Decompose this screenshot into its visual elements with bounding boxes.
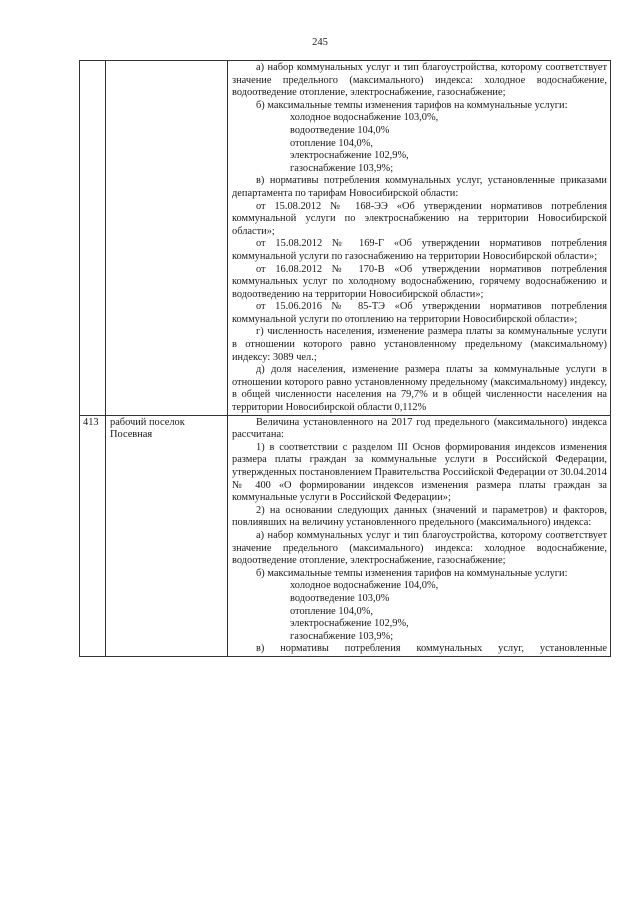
row-number-cell: 413 bbox=[80, 415, 106, 656]
order-paragraph: от 16.08.2012 № 170-В «Об утверждении нормативов потребления коммунальных услуг по холодному водоснабжению, горячему водоснабжению и водоотведению на территории Новосибирской области»; bbox=[232, 263, 607, 300]
list-item: холодное водоснабжение 104,0%, bbox=[290, 580, 439, 592]
municipality-name-cell bbox=[106, 61, 228, 416]
basis-paragraph-1: 1) в соответствии с разделом III Основ формирования индексов изменения размера платы граждан за коммунальные услуги в Российской Федерации, утвержденных постановлением Правительства Российской Федерации от 30.04.2014 № 400 «О формировании индексов изменения размера платы граждан за коммунальные услуги в Российской Федерации»; bbox=[232, 441, 607, 504]
page-number: 245 bbox=[312, 37, 328, 48]
population-share-paragraph: д) доля населения, изменение размера платы за коммунальные услуги в отношении которого равно установленному предельному (максимальному) индексу, в общей численности населения на 79,7% и в общей численности населения на территории Новосибирской области 0,112% bbox=[232, 364, 607, 414]
consumption-norms-intro: в) нормативы потребления коммунальных услуг, установленные приказами департамента по тарифам Новосибирской области: bbox=[232, 175, 607, 199]
list-item: отопление 104,0%, bbox=[290, 605, 373, 617]
services-set-paragraph: а) набор коммунальных услуг и тип благоустройства, которому соответствует значение предельного (максимального) индекса: холодное водоснабжение, водоотведение отопление, электроснабжение, газоснабжение; bbox=[232, 529, 607, 567]
justification-cell bbox=[228, 415, 611, 656]
list-item: газоснабжение 103,9%; bbox=[290, 630, 394, 642]
list-item: газоснабжение 103,9%; bbox=[290, 162, 394, 174]
tariff-rates-intro: б) максимальные темпы изменения тарифов на коммунальные услуги: bbox=[256, 567, 568, 579]
index-table bbox=[79, 60, 611, 657]
row-number-cell bbox=[80, 61, 106, 416]
population-paragraph: г) численность населения, изменение размера платы за коммунальные услуги в отношении которого равно установленному предельному (максимальному) индексу: 3089 чел.; bbox=[232, 326, 607, 363]
consumption-norms-intro: в) нормативы потребления коммунальных услуг, установленные bbox=[256, 643, 607, 655]
list-item: водоотведение 104,0% bbox=[290, 124, 390, 136]
table-row bbox=[80, 61, 611, 416]
table-row bbox=[80, 415, 611, 656]
list-item: холодное водоснабжение 103,0%, bbox=[290, 112, 439, 124]
order-paragraph: от 15.08.2012 № 168-ЭЭ «Об утверждении нормативов потребления коммунальной услуги по электроснабжению на территории Новосибирской области»; bbox=[232, 200, 607, 237]
index-intro-paragraph: Величина установленного на 2017 год предельного (максимального) индекса рассчитана: bbox=[232, 416, 607, 441]
list-item: электроснабжение 102,9%, bbox=[290, 150, 409, 162]
order-paragraph: от 15.06.2016 № 85-ТЭ «Об утверждении нормативов потребления коммунальной услуги по отоплению на территории Новосибирской области»; bbox=[232, 301, 607, 325]
tariff-rates-list bbox=[232, 580, 607, 643]
order-paragraph: от 15.08.2012 № 169-Г «Об утверждении нормативов потребления коммунальной услуги по газоснабжению на территории Новосибирской области»; bbox=[232, 238, 607, 262]
list-item: отопление 104,0%, bbox=[290, 137, 373, 149]
list-item: водоотведение 103,0% bbox=[290, 592, 390, 604]
basis-paragraph-2: 2) на основании следующих данных (значений и параметров) и факторов, повлиявших на величину установленного предельного (максимального) индекса: bbox=[232, 504, 607, 529]
municipality-name-cell: рабочий поселок Посевная bbox=[106, 415, 228, 656]
services-set-paragraph: а) набор коммунальных услуг и тип благоустройства, которому соответствует значение предельного (максимального) индекса: холодное водоснабжение, водоотведение отопление, электроснабжение, газоснабжение; bbox=[232, 62, 607, 99]
tariff-rates-list bbox=[232, 112, 607, 175]
list-item: электроснабжение 102,9%, bbox=[290, 618, 409, 630]
justification-cell bbox=[228, 61, 611, 416]
tariff-rates-intro: б) максимальные темпы изменения тарифов на коммунальные услуги: bbox=[256, 99, 568, 111]
